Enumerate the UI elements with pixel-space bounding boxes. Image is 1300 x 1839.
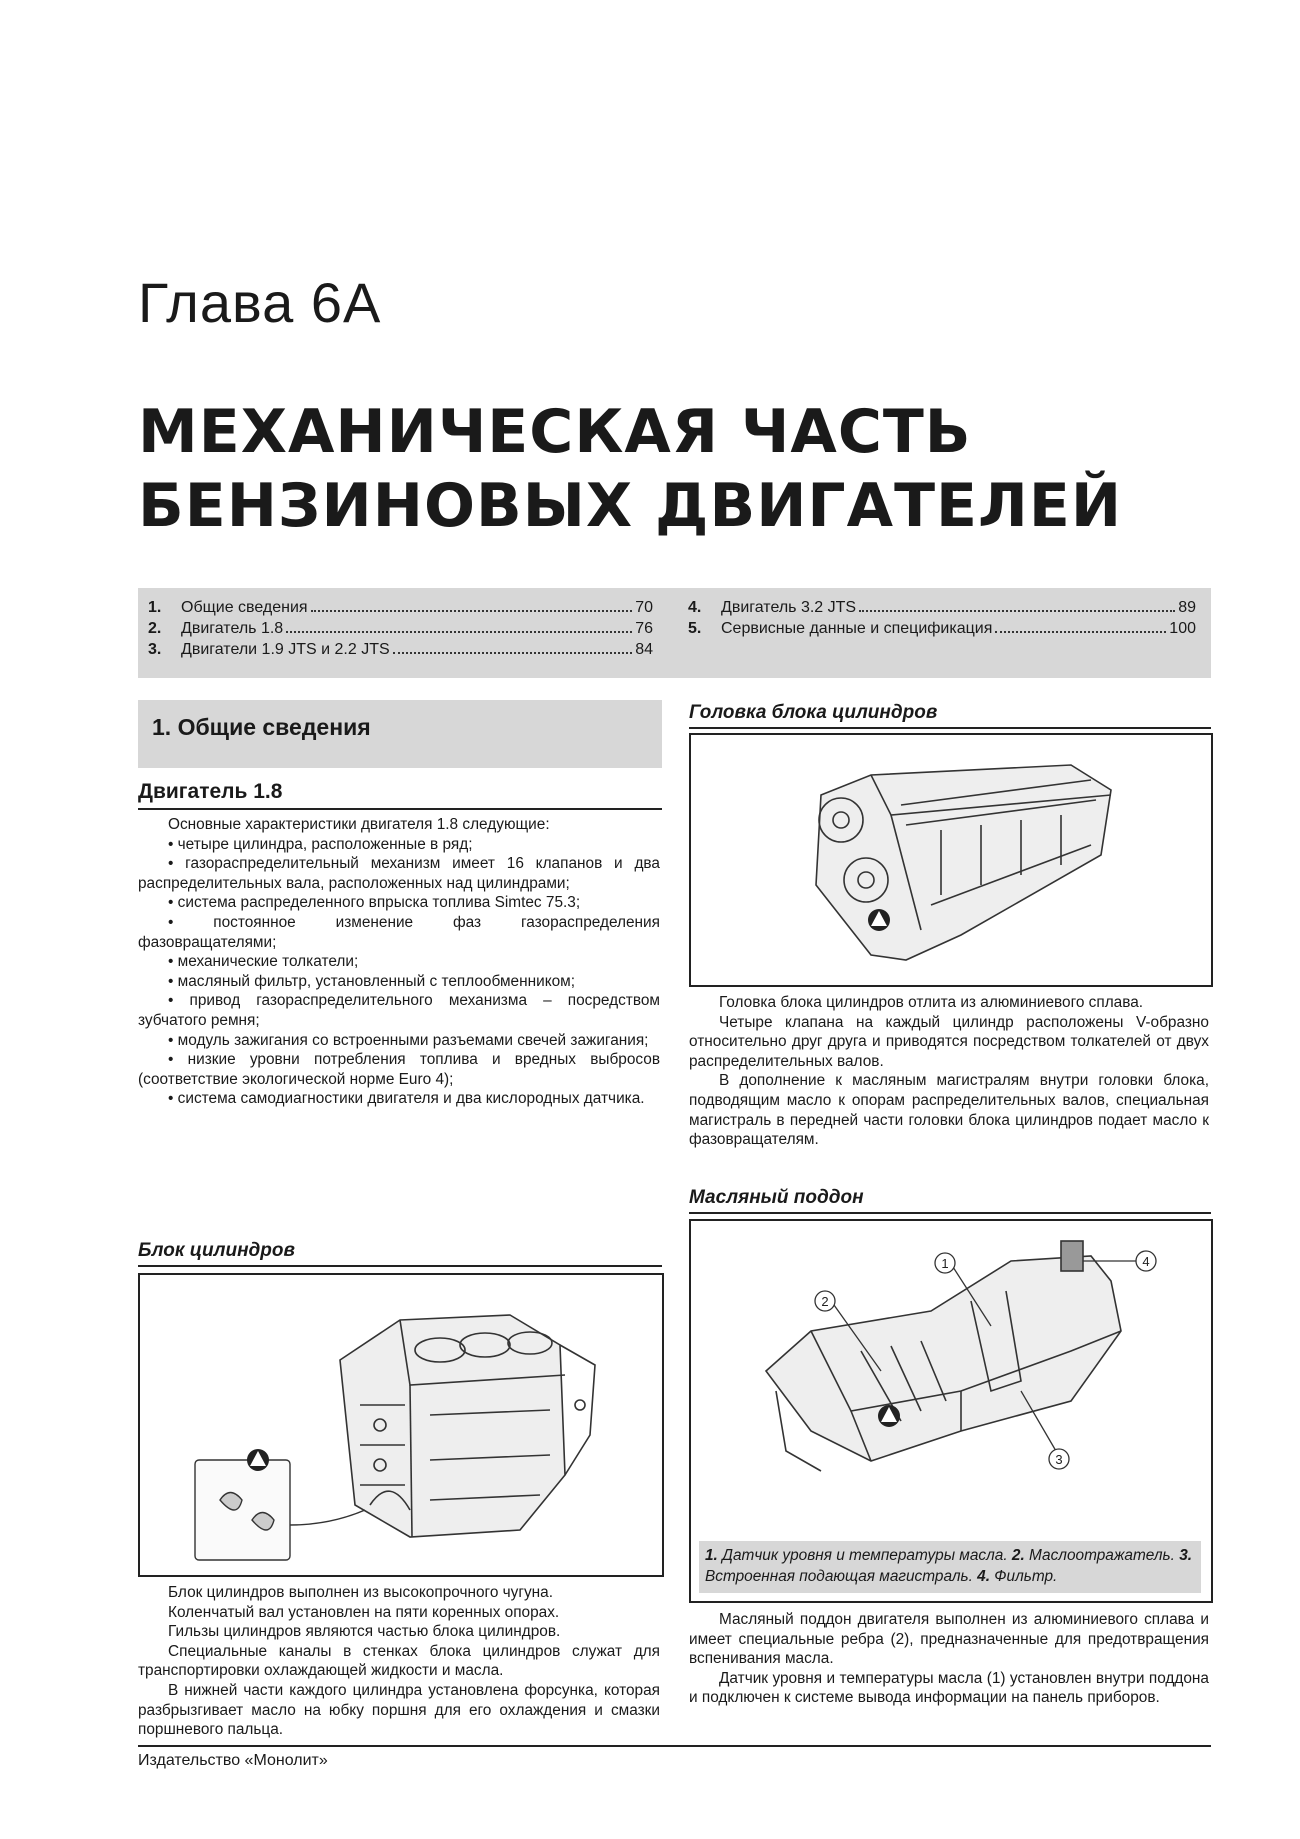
block-text: Блок цилиндров выполнен из высокопрочного чугуна. Коленчатый вал установлен на пяти коренных опорах. Гильзы цилиндров являются частью блока цилиндров. Специальные каналы в стенках блока цилиндров служат для транспортировки охлаждающей жидкости и масла. В нижней части каждого цилиндра установлена форсунка, которая разбрызгивает масло на юбку поршня для его охлаждения и смазки поршневого пальца.	[138, 1584, 660, 1739]
brand-logo-icon	[247, 1449, 269, 1471]
list-item: • система самодиагностики двигателя и два кислородных датчика.	[168, 1090, 645, 1108]
table-of-contents	[138, 588, 1211, 678]
toc-item[interactable]: 2. Двигатель 1.8 76	[148, 620, 653, 637]
divider	[689, 1212, 1211, 1214]
callout-label: 3	[1055, 1452, 1063, 1467]
publisher-footer: Издательство «Монолит»	[138, 1752, 328, 1769]
toc-item[interactable]: 1. Общие сведения 70	[148, 599, 653, 616]
head-text: Головка блока цилиндров отлита из алюминиевого сплава. Четыре клапана на каждый цилиндр расположены V-образно относительно друг друга и приводятся посредством толкателей от двух распределительных валов. В дополнение к масляным магистралям внутри головки блока, подводящим масло к опорам распределительных валов, специальная магистраль в передней части головки блока цилиндров подает масло к фазовращателям.	[689, 994, 1209, 1149]
list-item: • система распределенного впрыска топлива Simtec 75.3;	[168, 894, 581, 912]
cylinder-head-illustration	[691, 735, 1211, 985]
callout-label: 2	[821, 1294, 829, 1309]
brand-logo-icon	[878, 1405, 900, 1427]
pan-heading: Масляный поддон	[689, 1187, 864, 1208]
toc-item[interactable]: 5. Сервисные данные и спецификация 100	[688, 620, 1196, 637]
title-line: МЕХАНИЧЕСКАЯ ЧАСТЬ	[138, 397, 972, 467]
block-heading: Блок цилиндров	[138, 1240, 295, 1261]
engine-heading: Двигатель 1.8	[138, 780, 283, 803]
list-item: • модуль зажигания со встроенными разъемами свечей зажигания;	[168, 1031, 649, 1049]
toc-item[interactable]: 4. Двигатель 3.2 JTS 89	[688, 599, 1196, 616]
figure-caption: 1. Датчик уровня и температуры масла. 2. Маслоотражатель. 3. Встроенная подающая магистраль. 4. Фильтр.	[699, 1541, 1201, 1593]
engine-features: Основные характеристики двигателя 1.8 следующие: • четыре цилиндра, расположенные в ряд; • газораспределительный механизм имеет 16 клапанов и два распределительных вала, расположенных над цилиндрами; • система распределенного впрыска топлива Simtec 75.3; • постоянное изменение фаз газораспределения фазовращателями; • механические толкатели; • масляный фильтр, установленный с теплообменником; • привод газораспределительного механизма – посредством зубчатого ремня; • модуль зажигания со встроенными разъемами свечей зажигания; • низкие уровни потребления топлива и вредных выбросов (соответствие экологической норме Euro 4); • система самодиагностики двигателя и два кислородных датчика.	[138, 816, 660, 1108]
list-item: • газораспределительный механизм имеет 16 клапанов и два распределительных вала, расположенных над цилиндрами;	[138, 855, 660, 892]
divider	[689, 727, 1211, 729]
list-item: • механические толкатели;	[168, 953, 359, 971]
divider	[138, 808, 662, 810]
pan-text: Масляный поддон двигателя выполнен из алюминиевого сплава и имеет специальные ребра (2), предназначенные для предотвращения вспенивания масла. Датчик уровня и температуры масла (1) установлен внутри поддона и подключен к системе вывода информации на панель приборов.	[689, 1611, 1209, 1707]
list-item: • четыре цилиндра, расположенные в ряд;	[168, 835, 473, 853]
page-title	[138, 395, 1122, 543]
cylinder-block-illustration	[140, 1275, 662, 1575]
list-item: • постоянное изменение фаз газораспределения фазовращателями;	[138, 913, 660, 951]
oil-pan-illustration	[691, 1221, 1211, 1536]
cylinder-block-figure	[138, 1273, 664, 1577]
footer-divider	[138, 1745, 1211, 1747]
list-item: • привод газораспределительного механизма – посредством зубчатого ремня;	[138, 992, 660, 1029]
brand-logo-icon	[868, 909, 890, 931]
chapter-label: Глава 6А	[138, 271, 382, 334]
callout-label: 1	[941, 1256, 949, 1271]
toc-item[interactable]: 3. Двигатели 1.9 JTS и 2.2 JTS 84	[148, 641, 653, 658]
head-heading: Головка блока цилиндров	[689, 702, 938, 723]
title-line: БЕНЗИНОВЫХ ДВИГАТЕЛЕЙ	[138, 471, 1123, 541]
divider	[138, 1265, 662, 1267]
list-item: • низкие уровни потребления топлива и вредных выбросов (соответствие экологической норме Euro 4);	[138, 1051, 660, 1088]
section-heading: 1. Общие сведения	[138, 700, 662, 768]
list-item: • масляный фильтр, установленный с теплообменником;	[168, 972, 576, 990]
cylinder-head-figure	[689, 733, 1213, 987]
callout-label: 4	[1142, 1254, 1150, 1269]
oil-pan-figure	[689, 1219, 1213, 1603]
